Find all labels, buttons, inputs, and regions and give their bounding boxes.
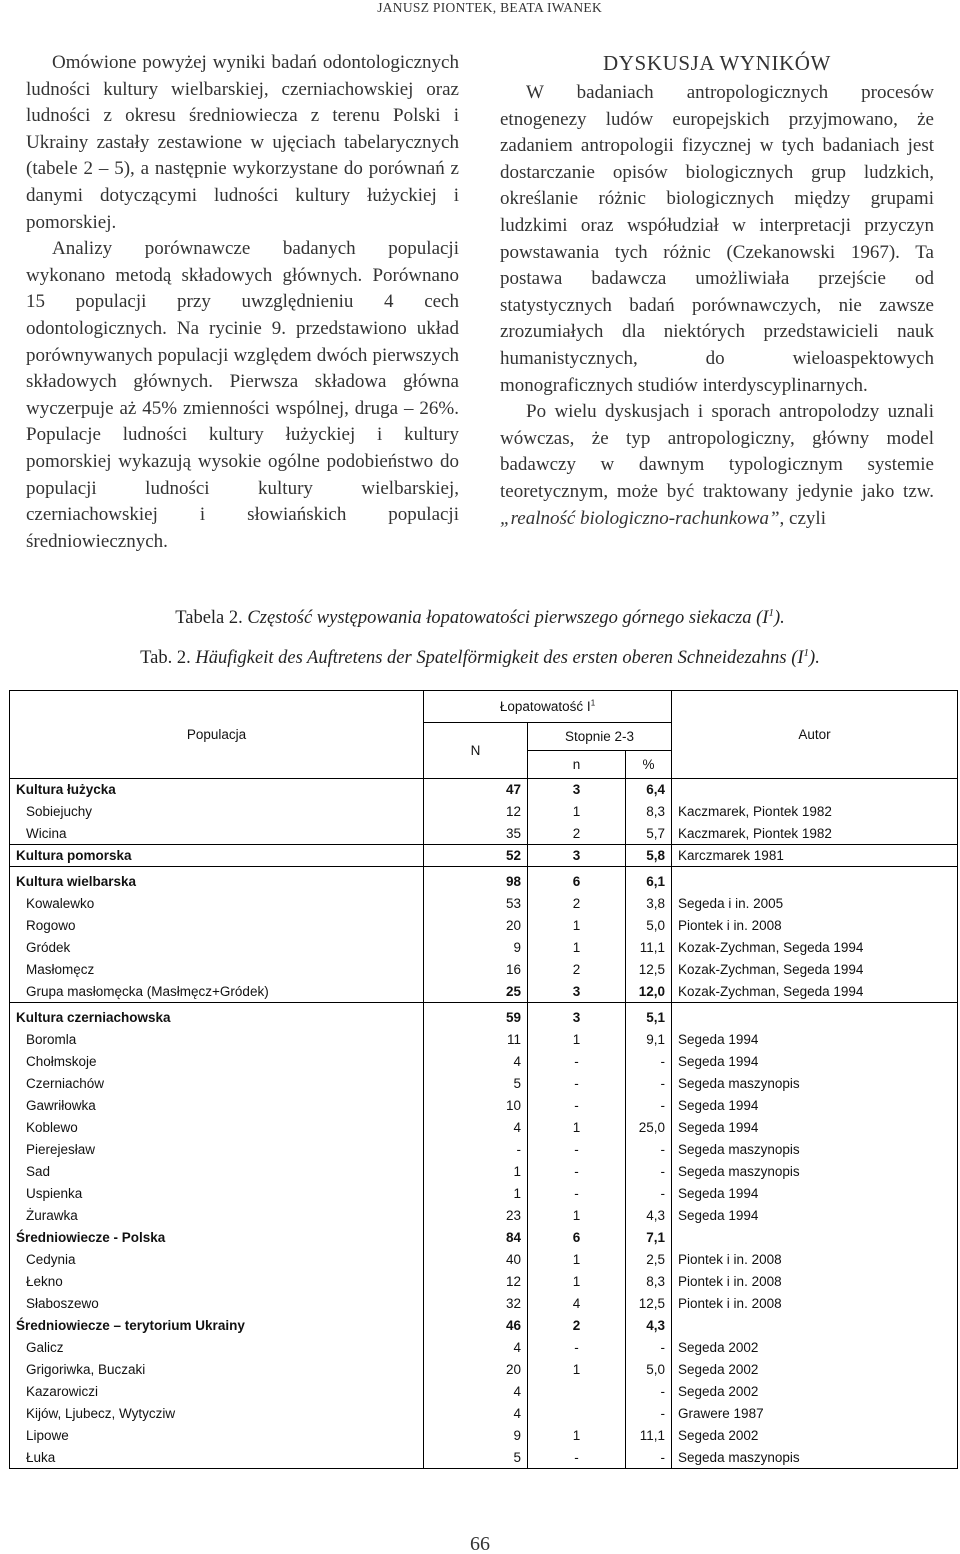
cell-N: 98: [424, 867, 528, 893]
paragraph: [500, 399, 934, 532]
cell-n: -: [528, 1139, 626, 1161]
cell-n: -: [528, 1337, 626, 1359]
cell-n: 1: [528, 1249, 626, 1271]
cell-n: 4: [528, 1293, 626, 1315]
cell-population: Kultura czerniachowska: [10, 1003, 424, 1029]
table-row: [10, 1359, 958, 1381]
page-number: 66: [470, 1533, 490, 1554]
cell-author: Piontek i in. 2008: [672, 915, 958, 937]
caption-text: Częstość występowania łopatowatości pierwszego górnego siekacza (I: [242, 608, 769, 628]
table-row: [10, 801, 958, 823]
cell-author: Segeda 2002: [672, 1359, 958, 1381]
table-row: [10, 1029, 958, 1051]
cell-author: Segeda 1994: [672, 1051, 958, 1073]
cell-author: [672, 1315, 958, 1337]
cell-population: Kazarowiczi: [10, 1381, 424, 1403]
cell-n: [528, 1403, 626, 1425]
cell-pct: -: [626, 1073, 672, 1095]
cell-pct: 5,1: [626, 1003, 672, 1029]
paragraph-text: , czyli: [779, 507, 826, 529]
cell-N: 32: [424, 1293, 528, 1315]
running-head: JANUSZ PIONTEK, BEATA IWANEK: [377, 0, 602, 15]
cell-n: -: [528, 1447, 626, 1469]
cell-n: 1: [528, 1359, 626, 1381]
cell-n: [528, 1381, 626, 1403]
cell-pct: 8,3: [626, 801, 672, 823]
cell-author: Segeda maszynopis: [672, 1161, 958, 1183]
cell-n: 3: [528, 1003, 626, 1029]
cell-n: 3: [528, 845, 626, 867]
cell-population: Gródek: [10, 937, 424, 959]
cell-population: Kijów, Ljubecz, Wytycziw: [10, 1403, 424, 1425]
cell-population: Łekno: [10, 1271, 424, 1293]
cell-N: 16: [424, 959, 528, 981]
cell-author: Karczmarek 1981: [672, 845, 958, 867]
header-shovel-text: Łopatowatość I: [499, 699, 591, 714]
cell-author: Segeda i in. 2005: [672, 893, 958, 915]
cell-author: Segeda maszynopis: [672, 1447, 958, 1469]
cell-n: 1: [528, 1425, 626, 1447]
cell-N: 35: [424, 823, 528, 845]
cell-n: 2: [528, 823, 626, 845]
cell-N: 4: [424, 1051, 528, 1073]
cell-N: 9: [424, 937, 528, 959]
cell-pct: -: [626, 1337, 672, 1359]
cell-n: 1: [528, 801, 626, 823]
cell-N: 12: [424, 1271, 528, 1293]
cell-population: Kultura pomorska: [10, 845, 424, 867]
table-row: [10, 1293, 958, 1315]
cell-author: Kozak-Zychman, Segeda 1994: [672, 937, 958, 959]
data-table: [9, 690, 957, 1469]
header-shovel: [424, 691, 672, 723]
cell-N: 20: [424, 1359, 528, 1381]
cell-n: 1: [528, 1029, 626, 1051]
cell-population: Sobiejuchy: [10, 801, 424, 823]
cell-pct: 3,8: [626, 893, 672, 915]
cell-author: Piontek i in. 2008: [672, 1271, 958, 1293]
cell-N: 5: [424, 1073, 528, 1095]
cell-author: [672, 1003, 958, 1029]
cell-N: 20: [424, 915, 528, 937]
header-pct: %: [626, 751, 672, 779]
table-row: [10, 823, 958, 845]
section-heading: DYSKUSJA WYNIKÓW: [603, 51, 831, 75]
cell-N: 1: [424, 1161, 528, 1183]
cell-pct: 11,1: [626, 1425, 672, 1447]
cell-author: Segeda maszynopis: [672, 1073, 958, 1095]
cell-pct: -: [626, 1051, 672, 1073]
table-row: [10, 981, 958, 1003]
cell-author: Segeda 1994: [672, 1095, 958, 1117]
cell-author: Segeda maszynopis: [672, 1139, 958, 1161]
cell-author: [672, 1227, 958, 1249]
cell-n: 3: [528, 981, 626, 1003]
cell-N: 23: [424, 1205, 528, 1227]
cell-population: Chołmskoje: [10, 1051, 424, 1073]
cell-N: 40: [424, 1249, 528, 1271]
cell-n: 3: [528, 779, 626, 801]
cell-population: Galicz: [10, 1337, 424, 1359]
cell-pct: -: [626, 1183, 672, 1205]
cell-population: Łuka: [10, 1447, 424, 1469]
cell-n: 6: [528, 867, 626, 893]
cell-author: Grawere 1987: [672, 1403, 958, 1425]
table-caption-de: [0, 648, 960, 669]
cell-pct: -: [626, 1403, 672, 1425]
cell-n: 1: [528, 915, 626, 937]
table-row: [10, 779, 958, 801]
cell-pct: 12,0: [626, 981, 672, 1003]
cell-pct: 7,1: [626, 1227, 672, 1249]
paragraph: Omówione powyżej wyniki badań odontologicznych ludności kultury wielbarskiej, czerniachowskiej oraz ludności z okresu średniowiecza z terenu Polski i Ukrainy zastały zestawione w ujęciach tabelarycznych (tabele 2 – 5), a następnie wykorzystane do porównań z danymi dotyczącymi ludności kultury łużyckiej i pomorskiej.: [26, 52, 459, 233]
table-row: [10, 1205, 958, 1227]
cell-N: 4: [424, 1403, 528, 1425]
cell-n: -: [528, 1095, 626, 1117]
cell-n: 6: [528, 1227, 626, 1249]
cell-N: 53: [424, 893, 528, 915]
cell-n: 1: [528, 1205, 626, 1227]
cell-author: [672, 867, 958, 893]
cell-author: Segeda 1994: [672, 1205, 958, 1227]
cell-author: Piontek i in. 2008: [672, 1293, 958, 1315]
cell-pct: 5,0: [626, 1359, 672, 1381]
cell-population: Kowalewko: [10, 893, 424, 915]
cell-author: Segeda 1994: [672, 1183, 958, 1205]
cell-population: Lipowe: [10, 1425, 424, 1447]
cell-author: Kaczmarek, Piontek 1982: [672, 823, 958, 845]
cell-N: 10: [424, 1095, 528, 1117]
caption-sup: 1: [768, 606, 774, 619]
cell-n: 2: [528, 959, 626, 981]
cell-population: Wicina: [10, 823, 424, 845]
header-population: Populacja: [10, 691, 424, 779]
cell-pct: 2,5: [626, 1249, 672, 1271]
cell-n: -: [528, 1183, 626, 1205]
paragraph: W badaniach antropologicznych procesów etnogenezy ludów europejskich przyjmowano, że zadaniem antropologii fizycznej w tych badaniach jest dostarczanie opisów biologicznych grup ludzkich, określanie różnic biologicznych między grupami ludzkimi oraz współudział w interpretacji przyczyn powstawania tych różnic (Czekanowski 1967). Ta postawa badawcza umożliwiała przejście od statystycznych badań porównawczych, nie zawsze zrozumiałych dla niektórych przedstawicieli nauk humanistycznych, do wieloaspektowych monograficznych studiów interdyscyplinarnych.: [500, 82, 934, 396]
table-row: [10, 1161, 958, 1183]
cell-n: -: [528, 1161, 626, 1183]
cell-population: Żurawka: [10, 1205, 424, 1227]
table-row: [10, 1381, 958, 1403]
caption-end: ).: [773, 608, 785, 628]
cell-author: Segeda 1994: [672, 1117, 958, 1139]
cell-author: Kozak-Zychman, Segeda 1994: [672, 959, 958, 981]
table-row: [10, 845, 958, 867]
table-row: [10, 937, 958, 959]
header-author: Autor: [672, 691, 958, 779]
cell-n: -: [528, 1073, 626, 1095]
cell-pct: -: [626, 1139, 672, 1161]
table-row: [10, 1183, 958, 1205]
cell-pct: 5,8: [626, 845, 672, 867]
emphasis-text: „realność biologiczno-rachunkowa”: [500, 507, 780, 529]
cell-author: Segeda 1994: [672, 1029, 958, 1051]
caption-label: Tabela 2.: [175, 608, 243, 628]
cell-population: Uspienka: [10, 1183, 424, 1205]
cell-N: 4: [424, 1117, 528, 1139]
cell-pct: -: [626, 1161, 672, 1183]
cell-N: 12: [424, 801, 528, 823]
cell-N: -: [424, 1139, 528, 1161]
table-row: [10, 1139, 958, 1161]
cell-population: Pierejesław: [10, 1139, 424, 1161]
cell-author: Kaczmarek, Piontek 1982: [672, 801, 958, 823]
cell-n: 1: [528, 1117, 626, 1139]
header-n-total: N: [424, 723, 528, 779]
table-row: [10, 1337, 958, 1359]
table-row: [10, 959, 958, 981]
cell-population: Kultura wielbarska: [10, 867, 424, 893]
cell-population: Koblewo: [10, 1117, 424, 1139]
cell-N: 4: [424, 1337, 528, 1359]
cell-N: 46: [424, 1315, 528, 1337]
cell-pct: 11,1: [626, 937, 672, 959]
cell-population: Średniowiecze – terytorium Ukrainy: [10, 1315, 424, 1337]
table-row: [10, 1403, 958, 1425]
table-row: [10, 1271, 958, 1293]
cell-author: Segeda 2002: [672, 1381, 958, 1403]
table-row: [10, 915, 958, 937]
cell-pct: -: [626, 1447, 672, 1469]
caption-text: Häufigkeit des Auftretens der Spatelförmigkeit des ersten oberen Schneidezahns (I: [190, 648, 804, 668]
caption-sup: 1: [803, 646, 810, 659]
cell-population: Sad: [10, 1161, 424, 1183]
right-column: [500, 50, 934, 532]
cell-pct: 4,3: [626, 1205, 672, 1227]
cell-author: Segeda 2002: [672, 1337, 958, 1359]
left-column: [26, 50, 459, 555]
table-caption-pl: [0, 608, 960, 629]
table-row: [10, 893, 958, 915]
cell-N: 47: [424, 779, 528, 801]
cell-author: Piontek i in. 2008: [672, 1249, 958, 1271]
cell-n: 1: [528, 1271, 626, 1293]
cell-N: 25: [424, 981, 528, 1003]
cell-pct: 12,5: [626, 959, 672, 981]
table-row: [10, 1227, 958, 1249]
cell-author: Kozak-Zychman, Segeda 1994: [672, 981, 958, 1003]
table-body: [10, 779, 958, 1469]
cell-pct: 5,0: [626, 915, 672, 937]
cell-n: 2: [528, 1315, 626, 1337]
table-row: [10, 1249, 958, 1271]
cell-n: 2: [528, 893, 626, 915]
cell-N: 59: [424, 1003, 528, 1029]
cell-author: Segeda 2002: [672, 1425, 958, 1447]
header-n: n: [528, 751, 626, 779]
paragraph-text: Po wielu dyskusjach i sporach antropolodzy uznali wówczas, że typ antropologiczny, główny model badawczy w dawnym typologicznym systemie teoretycznym, może być traktowany jedynie jako tzw.: [500, 401, 934, 502]
cell-N: 5: [424, 1447, 528, 1469]
cell-population: Masłomęcz: [10, 959, 424, 981]
cell-population: Boromla: [10, 1029, 424, 1051]
caption-label: Tab. 2.: [140, 648, 191, 668]
cell-population: Grupa masłomęcka (Masłmęcz+Gródek): [10, 981, 424, 1003]
paragraph: Analizy porównawcze badanych populacji wykonano metodą składowych głównych. Porównano 15 populacji przy uwzględnieniu 4 cech odontologicznych. Na rycinie 9. przedstawiono układ porównywanych populacji względem dwóch pierwszych składowych głównych. Pierwsza składowa główna wyczerpuje aż 45% zmienności wspólnej, druga – 26%. Populacje ludności kultury łużyckiej i kultury pomorskiej wykazują wysokie ogólne podobieństwo do populacji ludności kultury wielbarskiej, czerniachowskiej i słowiańskich populacji średniowiecznych.: [26, 238, 459, 552]
cell-population: Gawriłowka: [10, 1095, 424, 1117]
header-grades: Stopnie 2-3: [528, 723, 672, 751]
cell-pct: 6,1: [626, 867, 672, 893]
cell-population: Średniowiecze - Polska: [10, 1227, 424, 1249]
cell-N: 4: [424, 1381, 528, 1403]
cell-population: Rogowo: [10, 915, 424, 937]
cell-population: Czerniachów: [10, 1073, 424, 1095]
cell-pct: 25,0: [626, 1117, 672, 1139]
cell-pct: 5,7: [626, 823, 672, 845]
table-row: [10, 1425, 958, 1447]
cell-author: [672, 779, 958, 801]
cell-pct: 4,3: [626, 1315, 672, 1337]
table-row: [10, 1051, 958, 1073]
table-row: [10, 1447, 958, 1469]
cell-n: 1: [528, 937, 626, 959]
table-row: [10, 1315, 958, 1337]
table-row: [10, 1117, 958, 1139]
cell-N: 11: [424, 1029, 528, 1051]
table-row: [10, 867, 958, 893]
cell-N: 84: [424, 1227, 528, 1249]
cell-pct: 12,5: [626, 1293, 672, 1315]
cell-population: Cedynia: [10, 1249, 424, 1271]
cell-N: 52: [424, 845, 528, 867]
cell-pct: 9,1: [626, 1029, 672, 1051]
header-shovel-sup: 1: [590, 698, 596, 708]
table-row: [10, 1095, 958, 1117]
cell-pct: -: [626, 1381, 672, 1403]
table-row: [10, 1003, 958, 1029]
caption-end: ).: [809, 648, 820, 668]
cell-population: Słaboszewo: [10, 1293, 424, 1315]
cell-pct: -: [626, 1095, 672, 1117]
table-row: [10, 1073, 958, 1095]
cell-population: Kultura łużycka: [10, 779, 424, 801]
cell-N: 9: [424, 1425, 528, 1447]
cell-population: Grigoriwka, Buczaki: [10, 1359, 424, 1381]
cell-pct: 8,3: [626, 1271, 672, 1293]
cell-pct: 6,4: [626, 779, 672, 801]
cell-N: 1: [424, 1183, 528, 1205]
cell-n: -: [528, 1051, 626, 1073]
